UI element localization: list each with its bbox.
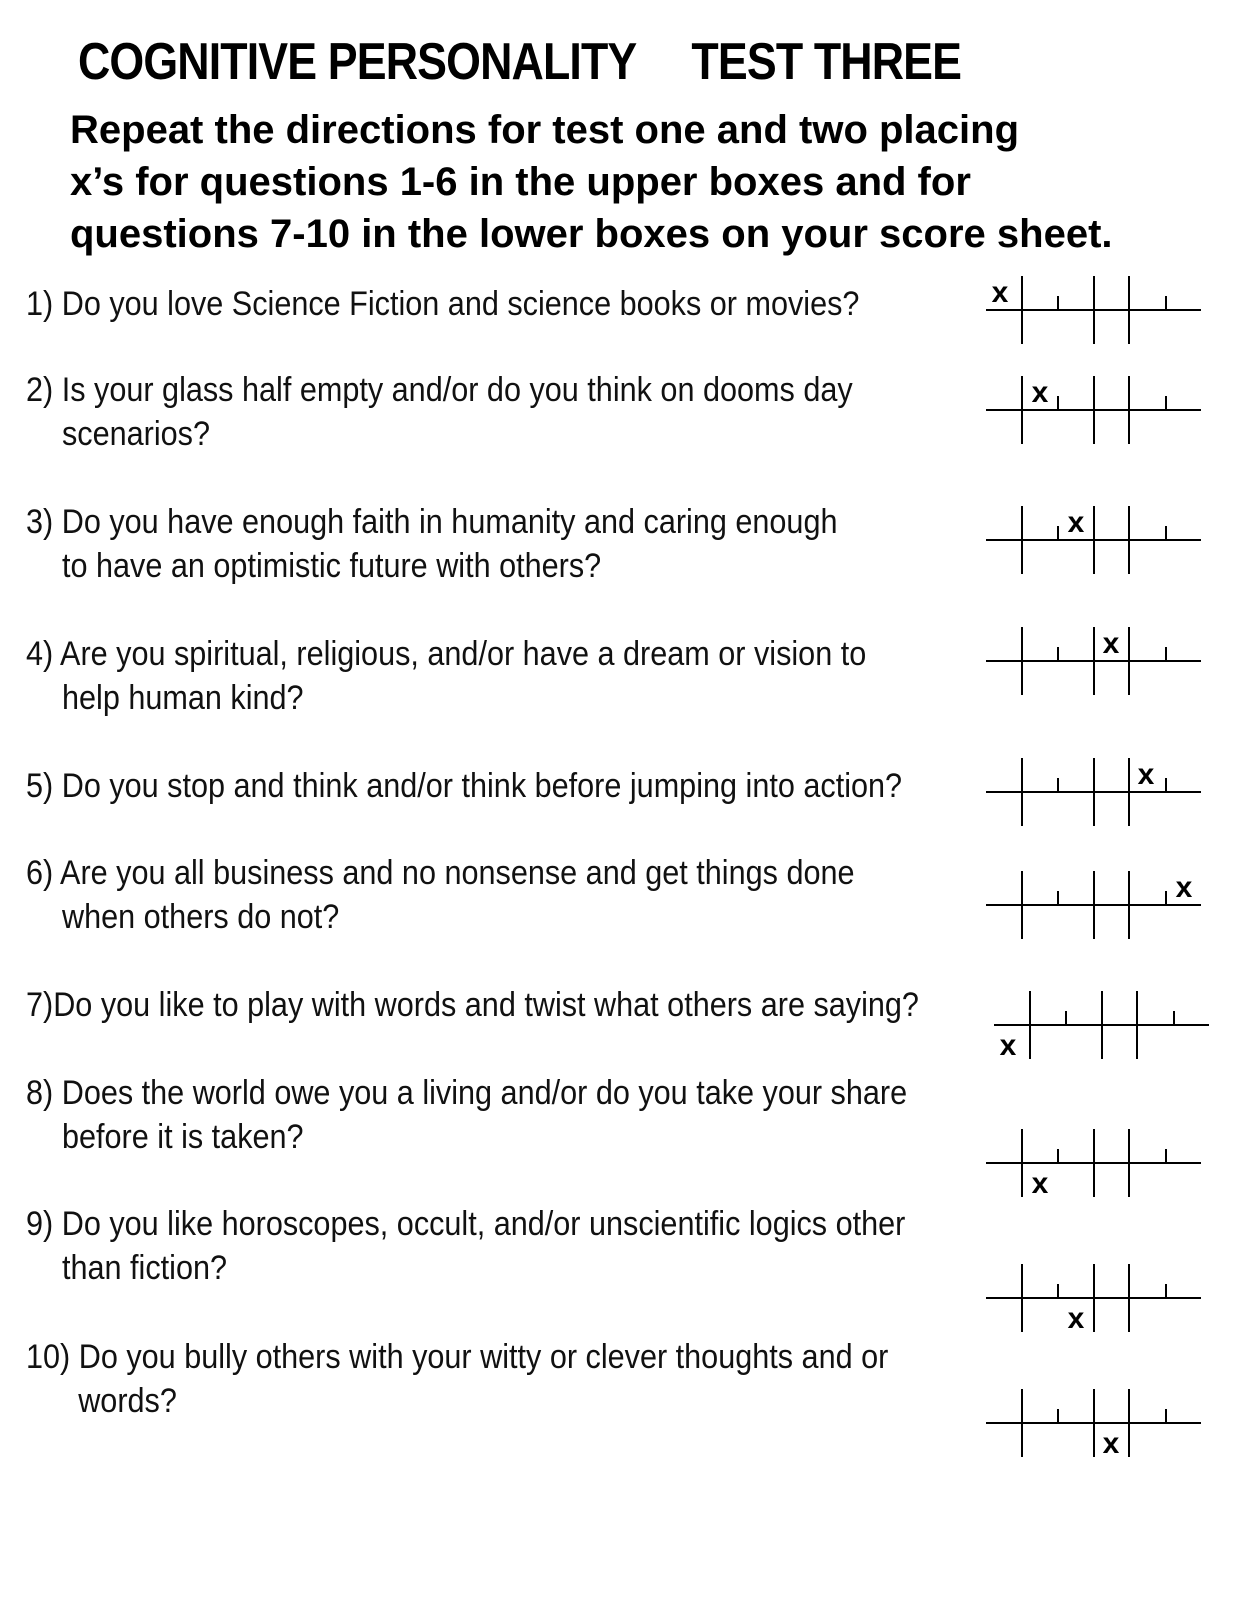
question-text: Do you like to play with words and twist what others are saying? xyxy=(53,986,919,1024)
title-left: COGNITIVE PERSONALITY xyxy=(78,33,637,91)
title-right: TEST THREE xyxy=(691,33,962,91)
question-number: 2) xyxy=(26,371,54,409)
answer-x-mark: x xyxy=(1031,376,1049,409)
answer-x-mark: x xyxy=(991,276,1009,309)
answer-x-mark: x xyxy=(999,1029,1017,1062)
question-text-continued: than fiction? xyxy=(62,1249,228,1287)
answer-x-mark: x xyxy=(1067,506,1085,539)
question-text: Do you bully others with your witty or clever thoughts and or xyxy=(78,1338,889,1376)
question-number: 4) xyxy=(26,635,54,673)
question-text: Are you spiritual, religious, and/or have a dream or vision to xyxy=(60,635,867,673)
question-number: 9) xyxy=(26,1205,54,1243)
question-text: Are you all business and no nonsense and get things done xyxy=(60,854,855,892)
question-number: 8) xyxy=(26,1074,54,1112)
directions-line-3: questions 7-10 in the lower boxes on your score sheet. xyxy=(70,212,1113,256)
answer-x-mark: x xyxy=(1102,627,1120,660)
question-number: 5) xyxy=(26,767,54,805)
question-text: Do you stop and think and/or think before jumping into action? xyxy=(61,767,903,805)
question-text-continued: to have an optimistic future with others? xyxy=(62,547,602,585)
question-text: Do you like horoscopes, occult, and/or unscientific logics other xyxy=(61,1205,906,1243)
question-text-continued: before it is taken? xyxy=(62,1118,304,1156)
directions-line-2: x’s for questions 1-6 in the upper boxes and for xyxy=(70,160,971,204)
answer-x-mark: x xyxy=(1067,1302,1085,1335)
question-text-continued: scenarios? xyxy=(62,415,210,453)
answer-x-mark: x xyxy=(1175,871,1193,904)
directions-line-1: Repeat the directions for test one and two placing xyxy=(70,108,1020,152)
question-text-continued: when others do not? xyxy=(62,898,340,936)
question-number: 10) xyxy=(26,1338,71,1376)
question-text-continued: words? xyxy=(78,1382,177,1420)
question-text: Do you have enough faith in humanity and caring enough xyxy=(61,503,838,541)
question-text: Is your glass half empty and/or do you think on dooms day xyxy=(61,371,853,409)
question-text: Does the world owe you a living and/or do you take your share xyxy=(61,1074,908,1112)
answer-x-mark: x xyxy=(1137,758,1155,791)
question-text-continued: help human kind? xyxy=(62,679,304,717)
question-number: 7) xyxy=(26,986,54,1024)
question-number: 1) xyxy=(26,285,54,323)
question-number: 6) xyxy=(26,854,54,892)
question-text: Do you love Science Fiction and science books or movies? xyxy=(61,285,860,323)
answer-x-mark: x xyxy=(1031,1167,1049,1200)
answer-x-mark: x xyxy=(1102,1427,1120,1460)
question-number: 3) xyxy=(26,503,54,541)
